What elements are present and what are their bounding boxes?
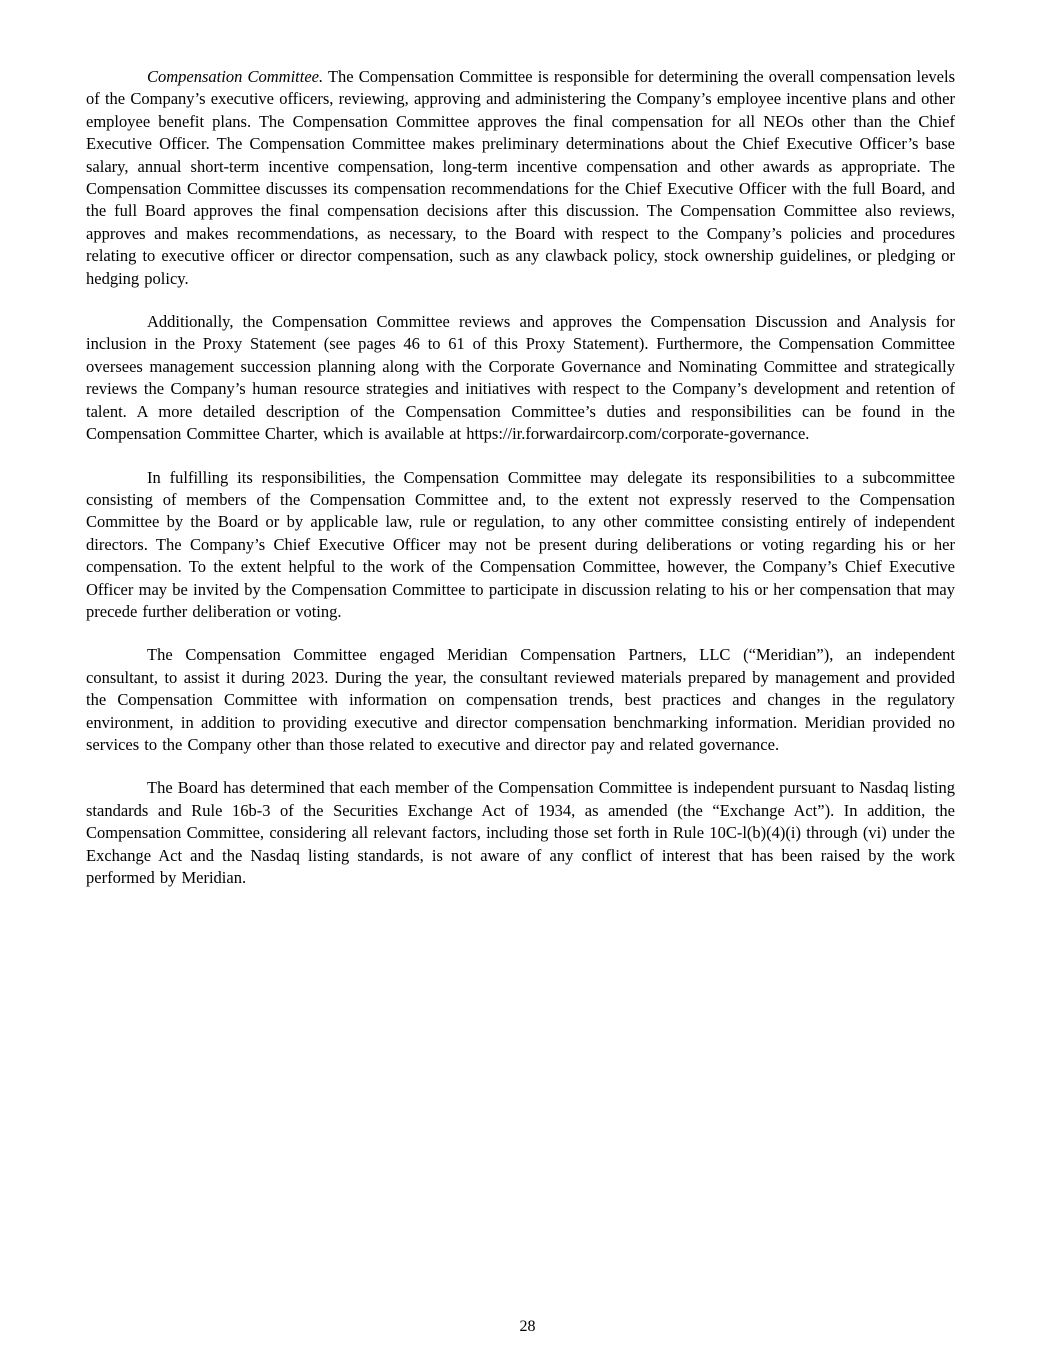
paragraph-text: The Board has determined that each member of the Compensation Committee is independent pursuant to Nasdaq listing standards and Rule 16b-3 of the Securities Exchange Act of 1934, as amended (the “Exchange Act”). In addition, the Compensation Committee, considering all relevant factors, including those set forth in Rule 10C-l(b)(4)(i) through (vi) under the Exchange Act and the Nasdaq listing standards, is not aware of any conflict of interest that has been raised by the work performed by Meridian. <box>86 778 955 887</box>
paragraph-cda-review <box>86 311 955 445</box>
paragraph-text: Additionally, the Compensation Committee reviews and approves the Compensation Discussion and Analysis for inclusion in the Proxy Statement (see pages 46 to 61 of this Proxy Statement). Furthermore, the Compensation Committee oversees management succession planning along with the Corporate Governance and Nominating Committee and strategically reviews the Company’s human resource strategies and initiatives with respect to the Company’s development and retention of talent. A more detailed description of the Compensation Committee’s duties and responsibilities can be found in the Compensation Committee Charter, which is available at <box>86 312 955 444</box>
paragraph-text: In fulfilling its responsibilities, the Compensation Committee may delegate its responsibilities to a subcommittee consisting of members of the Compensation Committee and, to the extent not expressly reserved to the Compensation Committee by the Board or by applicable law, rule or regulation, to any other committee consisting entirely of independent directors. The Company’s Chief Executive Officer may not be present during deliberations or voting regarding his or her compensation. To the extent helpful to the work of the Compensation Committee, however, the Company’s Chief Executive Officer may be invited by the Compensation Committee to participate in discussion relating to his or her compensation that may precede further deliberation or voting. <box>86 467 955 621</box>
paragraph-lead-italic: Compensation Committee. <box>147 67 324 86</box>
paragraph-independence-determination <box>86 777 955 889</box>
page-content <box>86 66 955 910</box>
paragraph-text: The Compensation Committee engaged Meridian Compensation Partners, LLC (“Meridian”), an independent consultant, to assist it during 2023. During the year, the consultant reviewed materials prepared by management and provided the Compensation Committee with information on compensation trends, best practices and changes in the regulatory environment, in addition to providing executive and director compensation benchmarking information. Meridian provided no services to the Company other than those related to executive and director pay and related governance. <box>86 645 955 754</box>
paragraph-delegation <box>86 467 955 624</box>
paragraph-compensation-committee-overview <box>86 66 955 290</box>
governance-url: https://ir.forwardaircorp.com/corporate-governance <box>466 424 806 444</box>
page-number: 28 <box>519 1318 536 1335</box>
paragraph-text: The Compensation Committee is responsible for determining the overall compensation levels of the Company’s executive officers, reviewing, approving and administering the Company’s employee incentive plans and other employee benefit plans. The Compensation Committee approves the final compensation for all NEOs other than the Chief Executive Officer. The Compensation Committee makes preliminary determinations about the Chief Executive Officer’s base salary, annual short-term incentive compensation, long-term incentive compensation and other awards as appropriate. The Compensation Committee discusses its compensation recommendations for the Chief Executive Officer with the full Board, and the full Board approves the final compensation decisions after this discussion. The Compensation Committee also reviews, approves and makes recommendations, as necessary, to the Board with respect to the Company’s policies and procedures relating to executive officer or director compensation, such as any clawback policy, stock ownership guidelines, or pledging or hedging policy. <box>86 67 955 288</box>
paragraph-meridian-engagement <box>86 644 955 756</box>
paragraph-text: . <box>805 424 810 444</box>
